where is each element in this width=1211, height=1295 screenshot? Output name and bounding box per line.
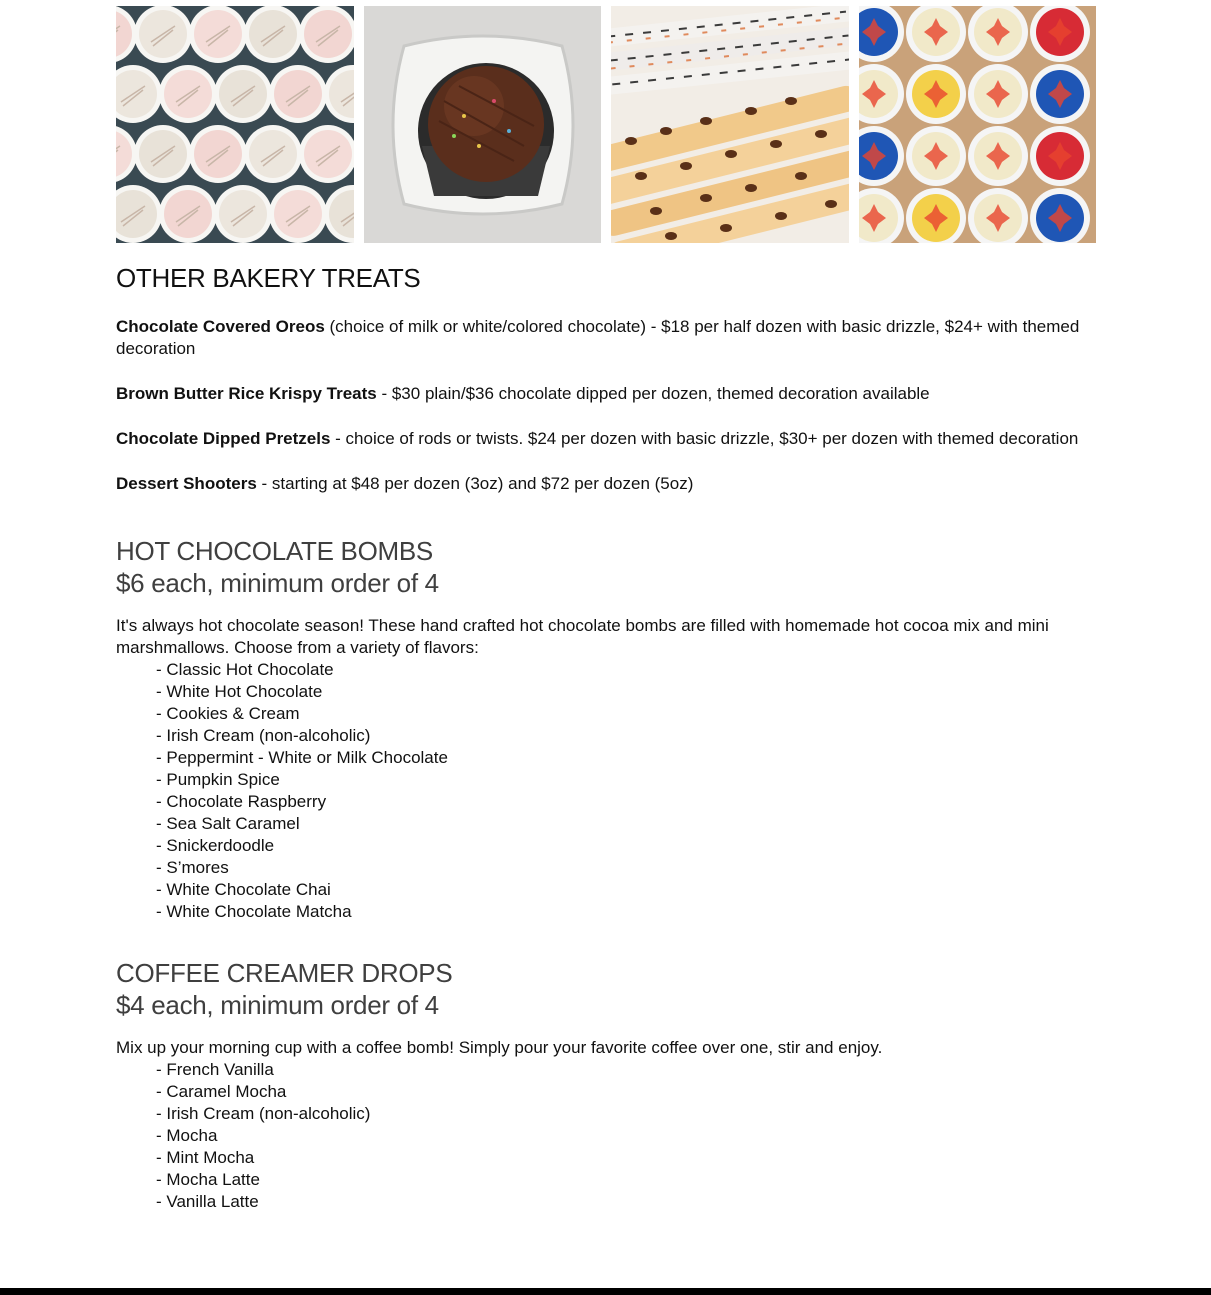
flavor-item: - Mint Mocha — [156, 1148, 255, 1167]
coffee-heading: COFFEE CREAMER DROPS — [116, 958, 453, 988]
flavor-item: - Sea Salt Caramel — [156, 814, 300, 833]
hot-chocolate-price: $6 each, minimum order of 4 — [116, 568, 439, 598]
menu-content — [116, 262, 1096, 1213]
flavor-item: - White Chocolate Chai — [156, 880, 331, 899]
gallery-photo-cocoa-bomb[interactable] — [364, 6, 602, 243]
treat-name: Chocolate Covered Oreos — [116, 317, 325, 336]
treat-desc: - starting at $48 per dozen (3oz) and $72 per dozen (5oz) — [256, 474, 694, 493]
treat-item — [116, 428, 1096, 450]
coffee-flavor-list — [116, 1059, 1096, 1213]
treat-desc: - choice of rods or twists. $24 per dozen with basic drizzle, $30+ per dozen with themed decoration — [330, 429, 1079, 448]
flavor-item: - Irish Cream (non-alcoholic) — [156, 1104, 371, 1123]
flavor-item: - S’mores — [156, 858, 229, 877]
coffee-intro: Mix up your morning cup with a coffee bomb! Simply pour your favorite coffee over one, stir and enjoy. — [116, 1038, 883, 1057]
cocoa-bomb-image — [364, 6, 602, 243]
other-treats-heading: OTHER BAKERY TREATS — [116, 263, 421, 293]
flavor-item: - Caramel Mocha — [156, 1082, 287, 1101]
coffee-price: $4 each, minimum order of 4 — [116, 990, 439, 1020]
treat-name: Brown Butter Rice Krispy Treats — [116, 384, 377, 403]
hot-chocolate-heading: HOT CHOCOLATE BOMBS — [116, 536, 433, 566]
gallery-photo-oreos[interactable] — [116, 6, 354, 243]
footer-bar — [0, 1288, 1211, 1295]
flavor-item: - White Hot Chocolate — [156, 682, 323, 701]
gallery-photo-pretzels[interactable] — [611, 6, 849, 243]
hot-chocolate-flavor-list — [116, 659, 1096, 923]
flavor-item: - Peppermint - White or Milk Chocolate — [156, 748, 448, 767]
flavor-item: - Classic Hot Chocolate — [156, 660, 334, 679]
flavor-item: - Mocha — [156, 1126, 218, 1145]
treat-item — [116, 383, 1096, 405]
flavor-item: - Irish Cream (non-alcoholic) — [156, 726, 371, 745]
flavor-item: - Chocolate Raspberry — [156, 792, 327, 811]
superhero-oreos-image — [859, 6, 1097, 243]
flavor-item: - Cookies & Cream — [156, 704, 300, 723]
treat-item — [116, 316, 1096, 360]
flavor-item: - Pumpkin Spice — [156, 770, 280, 789]
photo-gallery — [116, 6, 1096, 243]
treat-name: Chocolate Dipped Pretzels — [116, 429, 331, 448]
flavor-item: - White Chocolate Matcha — [156, 902, 352, 921]
treat-name: Dessert Shooters — [116, 474, 257, 493]
treat-item — [116, 473, 1096, 495]
treat-desc: - $30 plain/$36 chocolate dipped per dozen, themed decoration available — [376, 384, 930, 403]
flavor-item: - Mocha Latte — [156, 1170, 260, 1189]
gallery-photo-superhero-oreos[interactable] — [859, 6, 1097, 243]
flavor-item: - Snickerdoodle — [156, 836, 275, 855]
oreos-image — [116, 6, 354, 243]
pretzels-image — [611, 6, 849, 243]
treat-desc: (choice of milk or white/colored chocolate) - $18 per half dozen with basic drizzle, $24+ with themed decoration — [116, 317, 1080, 358]
flavor-item: - Vanilla Latte — [156, 1192, 259, 1211]
flavor-item: - French Vanilla — [156, 1060, 274, 1079]
hot-chocolate-intro: It's always hot chocolate season! These hand crafted hot chocolate bombs are filled with homemade hot cocoa mix and mini marshmallows. Choose from a variety of flavors: — [116, 616, 1049, 657]
